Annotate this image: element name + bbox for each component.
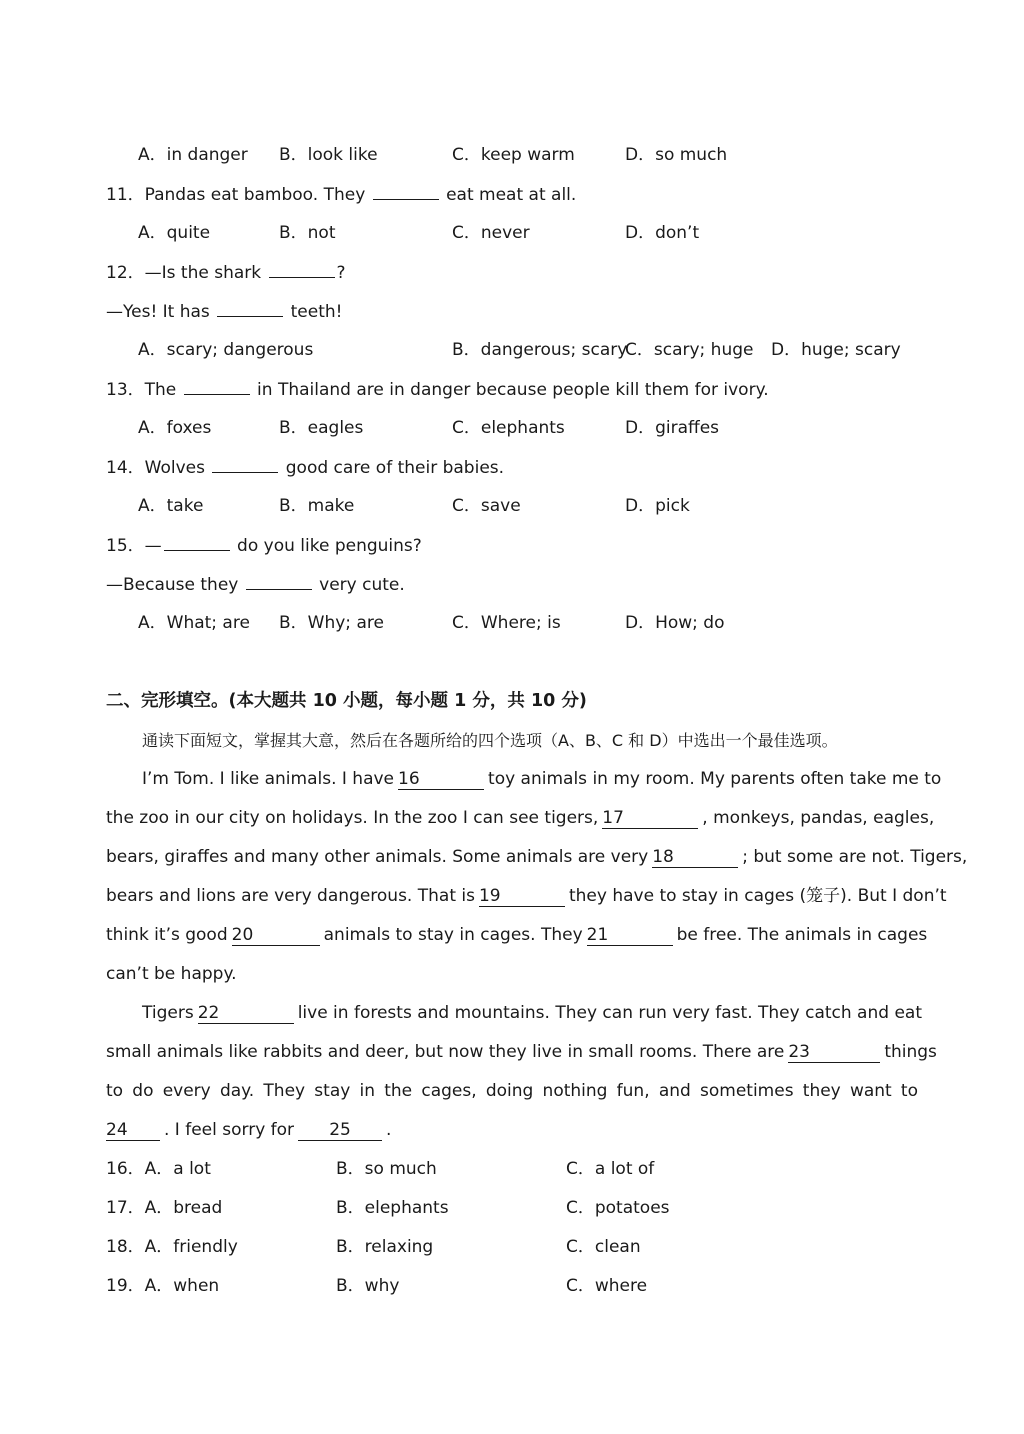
q12-option-a: A．scary; dangerous bbox=[138, 340, 314, 360]
passage-line: the zoo in our city on holidays. In the zoo I can see tigers, 17 , monkeys, pandas, eagles, bbox=[106, 808, 935, 828]
answer-blank bbox=[212, 454, 278, 473]
cloze-options-17 bbox=[106, 1195, 924, 1221]
q15-option-a: A．What; are bbox=[138, 613, 250, 633]
cloze-blank-18: 18 bbox=[652, 847, 738, 868]
cloze-blank-24: 24 bbox=[106, 1120, 160, 1141]
answer-blank bbox=[246, 571, 312, 590]
option-b: B．so much bbox=[336, 1159, 437, 1179]
passage-line: bears, giraffes and many other animals. Some animals are very 18 ; but some are not. Tigers, bbox=[106, 847, 968, 867]
option-c: C．where bbox=[566, 1276, 648, 1296]
q11-option-c: C．never bbox=[452, 223, 530, 243]
q12-option-c: C．scary; huge bbox=[625, 340, 754, 360]
cloze-options-16 bbox=[106, 1156, 924, 1182]
answer-blank bbox=[269, 259, 335, 278]
cloze-blank-21: 21 bbox=[587, 925, 673, 946]
option-c: C．a lot of bbox=[566, 1159, 655, 1179]
option-c: C．potatoes bbox=[566, 1198, 670, 1218]
cloze-options-18 bbox=[106, 1234, 924, 1260]
q14-option-a: A．take bbox=[138, 496, 204, 516]
answer-blank bbox=[373, 181, 439, 200]
cloze-blank-22: 22 bbox=[198, 1003, 294, 1024]
q10-options bbox=[106, 142, 924, 168]
option-b: B．elephants bbox=[336, 1198, 449, 1218]
passage-line: Tigers 22 live in forests and mountains. They can run very fast. They catch and eat bbox=[142, 1003, 922, 1023]
cloze-blank-16: 16 bbox=[398, 769, 484, 790]
option-a: 19．A．when bbox=[106, 1276, 220, 1296]
q12-stem-line2: —Yes! It has teeth! bbox=[106, 298, 924, 324]
q12-stem-line1: 12．—Is the shark ? bbox=[106, 259, 924, 285]
cloze-blank-23: 23 bbox=[788, 1042, 880, 1063]
cloze-blank-20: 20 bbox=[232, 925, 320, 946]
q15-stem-line2: —Because they very cute. bbox=[106, 571, 924, 597]
q13-options bbox=[106, 415, 924, 441]
q10-option-b: B．look like bbox=[279, 145, 378, 165]
section-heading: 二、完形填空。(本大题共 10 小题，每小题 1 分，共 10 分) bbox=[106, 691, 587, 711]
passage-line: I’m Tom. I like animals. I have 16 toy animals in my room. My parents often take me to bbox=[142, 769, 942, 789]
q13-option-b: B．eagles bbox=[279, 418, 364, 438]
q11-option-b: B．not bbox=[279, 223, 336, 243]
q13-option-a: A．foxes bbox=[138, 418, 212, 438]
cloze-blank-17: 17 bbox=[602, 808, 698, 829]
q10-option-d: D．so much bbox=[625, 145, 728, 165]
cloze-blank-19: 19 bbox=[479, 886, 565, 907]
cloze-blank-25: 25 bbox=[298, 1120, 382, 1141]
passage-line: can’t be happy. bbox=[106, 964, 237, 984]
section-instruction: 通读下面短文，掌握其大意，然后在各题所给的四个选项（A、B、C 和 D）中选出一个最佳选项。 bbox=[142, 731, 838, 750]
passage-line: bears and lions are very dangerous. That is 19 they have to stay in cages (笼子). But I don’t bbox=[106, 886, 947, 906]
q10-option-a: A．in danger bbox=[138, 145, 248, 165]
q15-option-b: B．Why; are bbox=[279, 613, 384, 633]
q12-options bbox=[106, 337, 924, 363]
passage-line: think it’s good 20 animals to stay in cages. They 21 be free. The animals in cages bbox=[106, 925, 928, 945]
q15-stem-line1: 15．— do you like penguins? bbox=[106, 532, 924, 558]
q14-option-c: C．save bbox=[452, 496, 521, 516]
option-a: 17．A．bread bbox=[106, 1198, 223, 1218]
q14-stem: 14．Wolves good care of their babies. bbox=[106, 454, 924, 480]
option-a: 16．A．a lot bbox=[106, 1159, 211, 1179]
answer-blank bbox=[217, 298, 283, 317]
q15-option-c: C．Where; is bbox=[452, 613, 561, 633]
cloze-options-19 bbox=[106, 1273, 924, 1299]
q15-options bbox=[106, 610, 924, 636]
q12-option-b: B．dangerous; scary bbox=[452, 340, 628, 360]
q10-option-c: C．keep warm bbox=[452, 145, 575, 165]
q11-stem: 11．Pandas eat bamboo. They eat meat at all. bbox=[106, 181, 924, 207]
answer-blank bbox=[164, 532, 230, 551]
q13-option-d: D．giraffes bbox=[625, 418, 720, 438]
passage-line: to do every day. They stay in the cages, doing nothing fun, and sometimes they want to bbox=[106, 1081, 918, 1101]
option-a: 18．A．friendly bbox=[106, 1237, 238, 1257]
option-b: B．why bbox=[336, 1276, 400, 1296]
q12-option-d: D．huge; scary bbox=[771, 340, 901, 360]
q11-options bbox=[106, 220, 924, 246]
q13-stem: 13．The in Thailand are in danger because people kill them for ivory. bbox=[106, 376, 924, 402]
q13-option-c: C．elephants bbox=[452, 418, 565, 438]
passage-line: small animals like rabbits and deer, but now they live in small rooms. There are 23 things bbox=[106, 1042, 937, 1062]
option-c: C．clean bbox=[566, 1237, 641, 1257]
answer-blank bbox=[184, 376, 250, 395]
q14-option-b: B．make bbox=[279, 496, 355, 516]
q14-options bbox=[106, 493, 924, 519]
passage-line: 24 . I feel sorry for 25 . bbox=[106, 1120, 392, 1140]
q11-option-a: A．quite bbox=[138, 223, 211, 243]
q14-option-d: D．pick bbox=[625, 496, 690, 516]
option-b: B．relaxing bbox=[336, 1237, 434, 1257]
q15-option-d: D．How; do bbox=[625, 613, 725, 633]
q11-option-d: D．don’t bbox=[625, 223, 700, 243]
